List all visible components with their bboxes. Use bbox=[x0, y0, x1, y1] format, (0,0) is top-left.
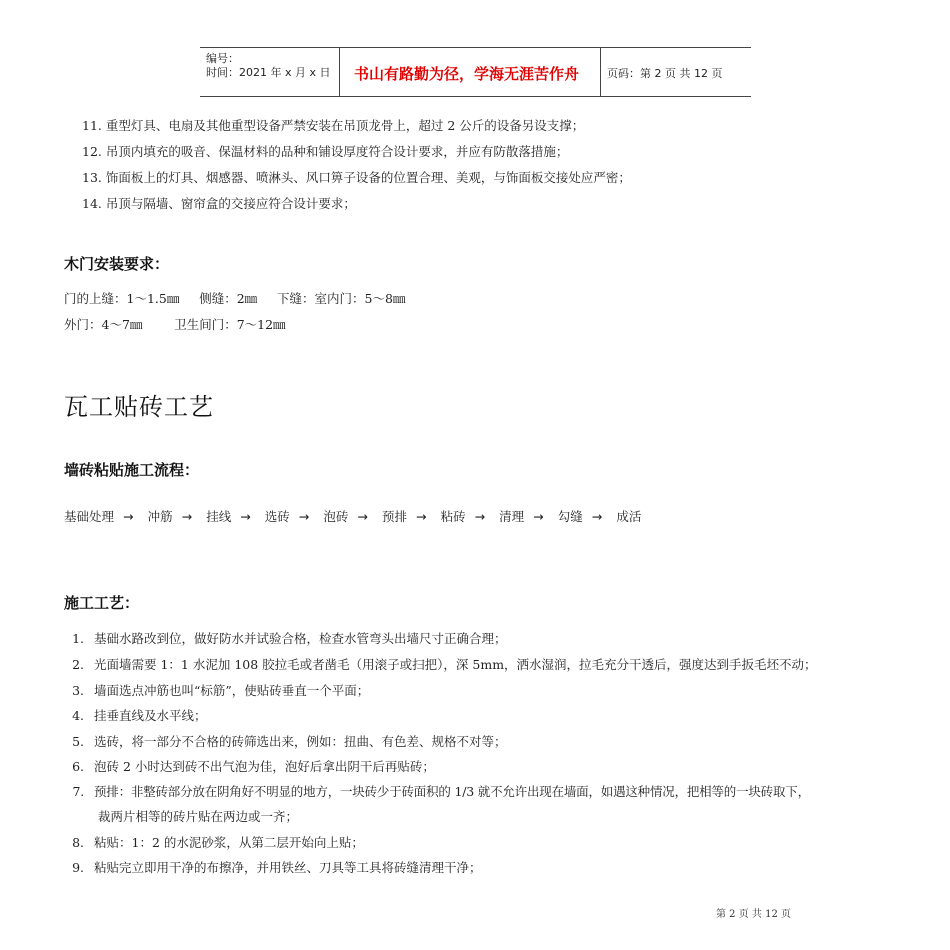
item-text: 泡砖 2 小时达到砖不出气泡为佳，泡好后拿出阴干后再贴砖； bbox=[94, 759, 435, 774]
arrow-right-icon: → bbox=[123, 509, 134, 524]
process-item-9 bbox=[60, 858, 482, 876]
flow-step: 清理 bbox=[499, 509, 525, 524]
process-item-4 bbox=[60, 706, 207, 724]
arrow-right-icon: → bbox=[298, 509, 310, 524]
item-text: 基础水路改到位，做好防水并试验合格，检查水管弯头出墙尺寸正确合理； bbox=[94, 631, 507, 646]
flow-step: 冲筋 bbox=[147, 509, 173, 524]
item-number: 2. bbox=[72, 657, 84, 672]
header-page-cell bbox=[601, 48, 751, 96]
item-text: 吊顶内填充的吸音、保温材料的品种和铺设厚度符合设计要求，并应有防散落措施； bbox=[105, 144, 569, 159]
flow-steps bbox=[64, 506, 641, 525]
arrow-right-icon: → bbox=[181, 509, 193, 524]
item-text: 挂垂直线及水平线； bbox=[94, 708, 207, 723]
flow-step: 基础处理 bbox=[64, 509, 115, 524]
time-label: 时间：2021 年 x 月 x 日 bbox=[206, 66, 331, 79]
item-text: 墙面选点冲筋也叫“标筋”，使贴砖垂直一个平面； bbox=[94, 683, 370, 698]
item-number: 12. bbox=[82, 144, 102, 159]
item-number: 4. bbox=[72, 708, 84, 723]
page-label: 页码：第 2 页 共 12 页 bbox=[607, 67, 723, 80]
number-label: 编号： bbox=[206, 52, 239, 65]
process-item-3 bbox=[60, 681, 369, 699]
item-number: 3. bbox=[72, 683, 84, 698]
process-item-7-continuation: 裁两片相等的砖片贴在两边或一齐； bbox=[98, 809, 299, 824]
flow-step: 选砖 bbox=[264, 509, 290, 524]
door-heading: 木门安装要求： bbox=[64, 255, 170, 273]
door-line-2: 外门：4～7㎜ 卫生间门：7～12㎜ bbox=[64, 317, 286, 332]
process-item-7 bbox=[60, 782, 810, 800]
ceiling-item-14 bbox=[82, 194, 356, 212]
item-number: 8. bbox=[72, 835, 84, 850]
item-text: 光面墙需要 1：1 水泥加 108 胶拉毛或者凿毛（用滚子或扫把），深 5mm，洒水湿润，拉毛充分干透后，强度达到手扳毛坯不动； bbox=[94, 657, 817, 672]
item-number: 14. bbox=[82, 196, 102, 211]
process-item-5 bbox=[60, 732, 507, 750]
process-item-1 bbox=[60, 629, 507, 647]
arrow-right-icon: → bbox=[357, 509, 368, 524]
section-title: 瓦工贴砖工艺 bbox=[64, 393, 214, 421]
flow-step: 勾缝 bbox=[557, 509, 583, 524]
item-number: 9. bbox=[72, 860, 84, 875]
process-item-2 bbox=[60, 655, 817, 673]
process-item-6 bbox=[60, 757, 435, 775]
flow-heading: 墙砖粘贴施工流程： bbox=[64, 461, 200, 479]
process-item-8 bbox=[60, 833, 364, 851]
item-number: 13. bbox=[82, 170, 102, 185]
item-text: 粘贴完立即用干净的布擦净，并用铁丝、刀具等工具将砖缝清理干净； bbox=[94, 860, 482, 875]
item-text: 吊顶与隔墙、窗帘盒的交接应符合设计要求； bbox=[105, 196, 356, 211]
ceiling-item-12 bbox=[82, 142, 568, 160]
arrow-right-icon: → bbox=[533, 509, 544, 524]
header-table bbox=[200, 47, 751, 97]
item-number: 5. bbox=[72, 734, 84, 749]
item-number: 7. bbox=[72, 784, 84, 799]
arrow-right-icon: → bbox=[415, 509, 427, 524]
flow-step: 泡砖 bbox=[323, 509, 349, 524]
item-number: 1. bbox=[72, 631, 84, 646]
header-meta-cell bbox=[200, 48, 340, 96]
flow-step: 预排 bbox=[381, 509, 407, 524]
item-text: 重型灯具、电扇及其他重型设备严禁安装在吊顶龙骨上，超过 2 公斤的设备另设支撑； bbox=[105, 118, 585, 133]
page-footer: 第 2 页 共 12 页 bbox=[716, 909, 791, 920]
arrow-right-icon: → bbox=[240, 509, 251, 524]
ceiling-item-13 bbox=[82, 168, 631, 186]
arrow-right-icon: → bbox=[474, 509, 486, 524]
item-text: 粘贴：1：2 的水泥砂浆，从第二层开始向上贴； bbox=[94, 835, 364, 850]
ceiling-item-11 bbox=[82, 116, 584, 134]
item-number: 6. bbox=[72, 759, 84, 774]
item-text: 饰面板上的灯具、烟感器、喷淋头、风口箅子设备的位置合理、美观，与饰面板交接处应严密； bbox=[105, 170, 631, 185]
flow-step: 挂线 bbox=[206, 509, 232, 524]
door-line-1: 门的上缝：1～1.5㎜ 侧缝：2㎜ 下缝：室内门：5～8㎜ bbox=[64, 291, 406, 306]
header-motto: 书山有路勤为径，学海无涯苦作舟 bbox=[354, 65, 580, 83]
flow-step: 成活 bbox=[616, 509, 642, 524]
item-number: 11. bbox=[82, 118, 102, 133]
header-motto-cell bbox=[340, 48, 601, 96]
process-heading: 施工工艺： bbox=[64, 594, 140, 612]
arrow-right-icon: → bbox=[591, 509, 603, 524]
item-text: 预排：非整砖部分放在阴角好不明显的地方，一块砖少于砖面积的 1/3 就不允许出现在墙面，如遇这种情况，把相等的一块砖取下， bbox=[94, 784, 810, 799]
flow-step: 粘砖 bbox=[440, 509, 466, 524]
item-text: 选砖，将一部分不合格的砖筛选出来，例如：扭曲、有色差、规格不对等； bbox=[94, 734, 507, 749]
